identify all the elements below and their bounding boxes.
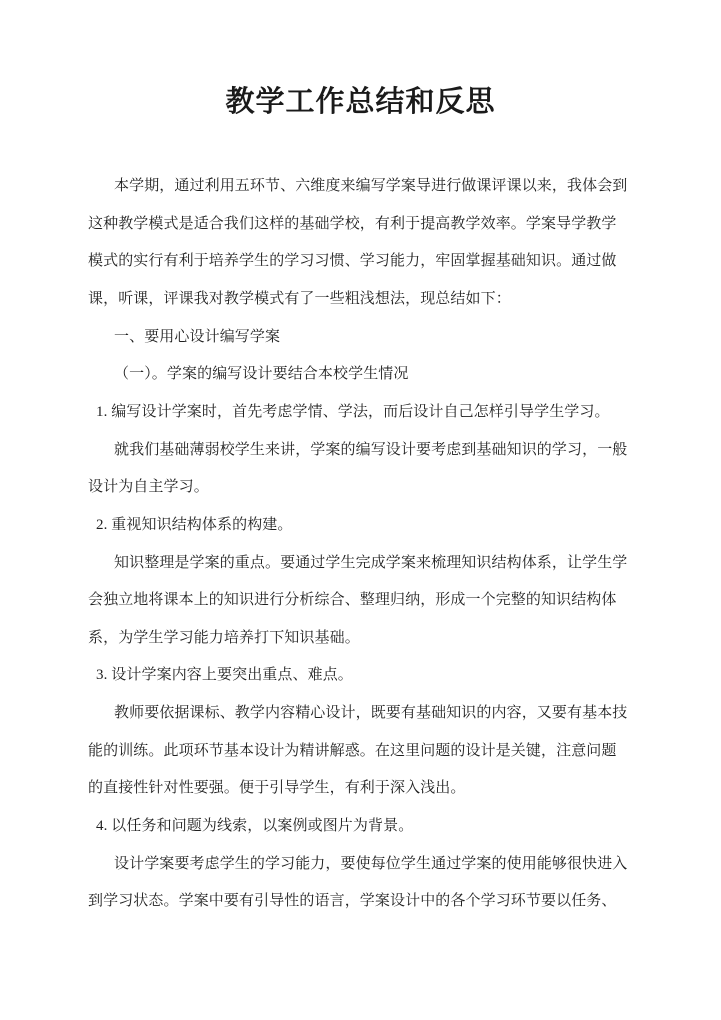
text-line-6: （一）。学案的编写设计要结合本校学生情况 — [114, 366, 409, 382]
text-line-8: 就我们基础薄弱校学生来讲，学案的编写设计要考虑到基础知识的学习，一般 — [114, 442, 628, 458]
text-line-1: 本学期，通过利用五环节、六维度来编写学案导进行做课评课以来，我体会到 — [114, 178, 628, 194]
text-line-19: 设计学案要考虑学生的学习能力，要使每位学生通过学案的使用能够很快进入 — [114, 856, 628, 872]
text-line-16: 能的训练。此项环节基本设计为精讲解惑。在这里问题的设计是关键，注意问题 — [88, 743, 617, 759]
text-line-5: 一、要用心设计编写学案 — [114, 329, 281, 345]
document-title: 教学工作总结和反思 — [225, 86, 496, 118]
text-line-20: 到学习状态。学案中要有引导性的语言，学案设计中的各个学习环节要以任务、 — [88, 893, 617, 909]
text-line-11: 知识整理是学案的重点。要通过学生完成学案来梳理知识结构体系，让学生学 — [114, 555, 628, 571]
text-line-9: 设计为自主学习。 — [88, 479, 209, 495]
text-line-7: 1. 编写设计学案时，首先考虑学情、学法，而后设计自己怎样引导学生学习。 — [96, 404, 610, 420]
text-line-17: 的直接性针对性要强。便于引导学生，有利于深入浅出。 — [88, 780, 466, 796]
text-line-13: 系，为学生学习能力培养打下知识基础。 — [88, 630, 360, 646]
text-line-14: 3. 设计学案内容上要突出重点、难点。 — [96, 667, 353, 683]
text-line-10: 2. 重视知识结构体系的构建。 — [96, 517, 293, 533]
text-line-2: 这种教学模式是适合我们这样的基础学校，有利于提高教学效率。学案导学教学 — [88, 216, 617, 232]
text-line-15: 教师要依据课标、教学内容精心设计，既要有基础知识的内容，又要有基本技 — [114, 705, 628, 721]
text-line-4: 课，听课，评课我对教学模式有了一些粗浅想法，现总结如下： — [88, 291, 511, 307]
text-line-3: 模式的实行有利于培养学生的学习习惯、学习能力，牢固掌握基础知识。通过做 — [88, 253, 617, 269]
text-line-18: 4. 以任务和问题为线索，以案例或图片为背景。 — [96, 818, 414, 834]
text-line-12: 会独立地将课本上的知识进行分析综合、整理归纳，形成一个完整的知识结构体 — [88, 592, 617, 608]
